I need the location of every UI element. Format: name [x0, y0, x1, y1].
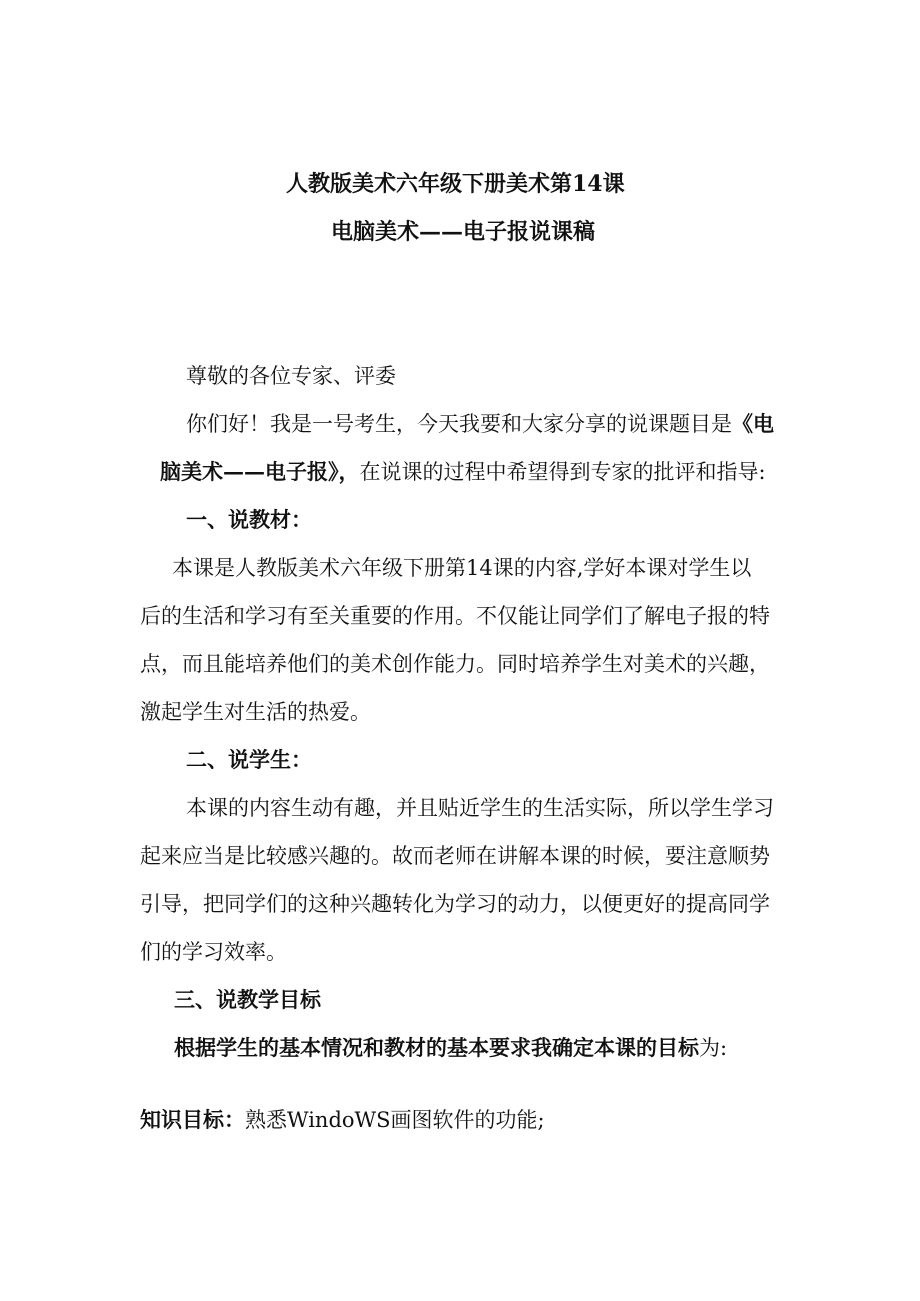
section-2-line: 起来应当是比较感兴趣的。故而老师在讲解本课的时候，要注意顺势: [140, 844, 770, 868]
intro-line-1: [186, 410, 774, 438]
knowledge-goal-text: 熟悉WindoWS画图软件的功能;: [245, 1108, 545, 1132]
section-1-line: 点，而且能培养他们的美术创作能力。同时培养学生对美术的兴趣，: [140, 652, 770, 676]
section-2-line: 引导，把同学们的这种兴趣转化为学习的动力，以便更好的提高同学: [140, 892, 770, 916]
section-1-line: 本课是人教版美术六年级下册第14课的内容,学好本课对学生以: [172, 556, 752, 580]
section-2-heading: 二、说学生：: [186, 747, 312, 772]
section-3-intro-tail: 为:: [699, 1036, 728, 1060]
section-1-line: 激起学生对生活的热爱。: [140, 700, 371, 724]
section-2-line: 本课的内容生动有趣，并且贴近学生的生活实际，所以学生学习: [186, 796, 774, 820]
title-line-1: 人教版美术六年级下册美术第14课: [286, 171, 625, 197]
knowledge-goal: [140, 1106, 545, 1134]
section-1-line: 后的生活和学习有至关重要的作用。不仅能让同学们了解电子报的特: [140, 604, 770, 628]
section-3-intro-bold: 根据学生的基本情况和教材的基本要求我确定本课的目标: [174, 1035, 699, 1060]
intro-text: 你们好！我是一号考生，今天我要和大家分享的说课题目是: [186, 412, 732, 436]
section-3-intro: [174, 1034, 727, 1062]
salutation: 尊敬的各位专家、评委: [186, 364, 396, 388]
intro-topic-end: 脑美术——电子报》，: [160, 459, 360, 484]
intro-topic-start: 《电: [732, 411, 774, 436]
knowledge-goal-label: 知识目标：: [140, 1107, 245, 1132]
section-3-heading: 三、说教学目标: [174, 987, 321, 1012]
intro-text-2: 在说课的过程中希望得到专家的批评和指导:: [359, 460, 766, 484]
section-2-line: 们的学习效率。: [140, 940, 287, 964]
intro-line-2: [160, 458, 766, 486]
title-line-2: 电脑美术——电子报说课稿: [331, 219, 596, 245]
section-1-heading: 一、说教材：: [186, 507, 312, 532]
